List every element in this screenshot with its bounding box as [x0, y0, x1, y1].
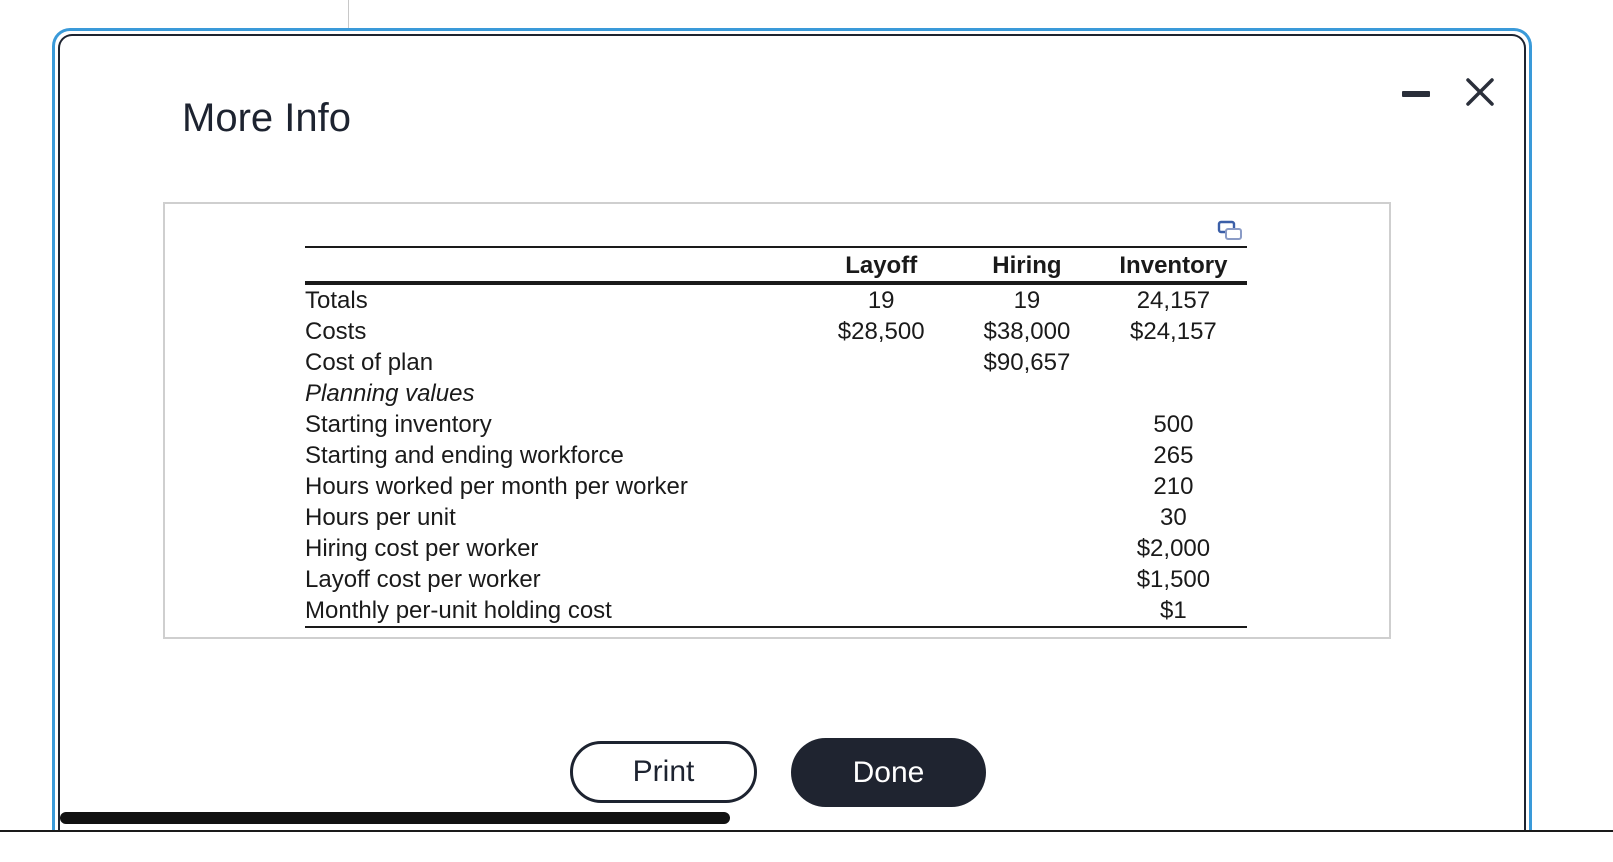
- cell-layoff: [808, 595, 954, 627]
- table-row: [305, 283, 1247, 316]
- cell-layoff: [808, 440, 954, 471]
- cell-hiring: [954, 440, 1100, 471]
- cell-layoff: [808, 347, 954, 378]
- close-icon[interactable]: [1460, 72, 1500, 112]
- print-button[interactable]: Print: [570, 741, 757, 803]
- row-label: Planning values: [305, 380, 475, 407]
- cell-hiring: [954, 564, 1100, 595]
- cell-inventory: 24,157: [1136, 287, 1211, 314]
- row-label: Cost of plan: [305, 349, 434, 376]
- cell-hiring: [954, 378, 1100, 409]
- cell-layoff: $28,500: [837, 318, 925, 345]
- cell-layoff: [808, 533, 954, 564]
- cell-layoff: [808, 378, 954, 409]
- row-label: Hours worked per month per worker: [305, 473, 688, 500]
- info-table-panel: [163, 202, 1391, 639]
- cell-inventory: 30: [1160, 504, 1187, 531]
- cell-layoff: [808, 471, 954, 502]
- row-label: Starting and ending workforce: [305, 442, 624, 469]
- row-label: Hours per unit: [305, 504, 456, 531]
- cell-layoff: [808, 564, 954, 595]
- cell-layoff: 19: [867, 287, 895, 314]
- cell-hiring: $38,000: [983, 318, 1071, 345]
- cell-inventory: 500: [1153, 411, 1194, 438]
- row-label: Starting inventory: [305, 411, 492, 438]
- cell-hiring: 19: [1013, 287, 1041, 314]
- copy-icon[interactable]: [1217, 220, 1243, 242]
- row-label: Monthly per-unit holding cost: [305, 595, 808, 627]
- cell-inventory: [1100, 378, 1247, 409]
- table-row: [305, 378, 1247, 409]
- cell-hiring: [954, 502, 1100, 533]
- cell-inventory: [1100, 347, 1247, 378]
- row-label: Hiring cost per worker: [305, 535, 539, 562]
- minimize-icon[interactable]: [1402, 88, 1430, 100]
- cell-inventory: $2,000: [1136, 535, 1211, 562]
- row-label: Layoff cost per worker: [305, 566, 541, 593]
- dialog-title: More Info: [182, 96, 351, 140]
- done-button[interactable]: Done: [791, 738, 986, 807]
- page-bottom-edge: [0, 830, 1613, 862]
- table-row: [305, 595, 1247, 627]
- horizontal-scrollbar[interactable]: [60, 812, 730, 824]
- row-label: Costs: [305, 318, 367, 345]
- cell-hiring: [954, 409, 1100, 440]
- cell-inventory: $1: [1100, 595, 1247, 627]
- planning-table: [305, 246, 1247, 628]
- cell-hiring: [954, 595, 1100, 627]
- table-row: [305, 347, 1247, 378]
- table-row: [305, 502, 1247, 533]
- cell-hiring: [954, 471, 1100, 502]
- table-header-row: [305, 247, 1247, 283]
- header-layoff: Layoff: [808, 247, 954, 283]
- table-row: [305, 316, 1247, 347]
- more-info-dialog: [52, 28, 1532, 862]
- cell-inventory: $24,157: [1130, 318, 1217, 345]
- table-row: [305, 471, 1247, 502]
- dialog-frame: [58, 34, 1526, 862]
- table-row: [305, 564, 1247, 595]
- table-row: [305, 409, 1247, 440]
- header-hiring: Hiring: [954, 247, 1100, 283]
- table-row: [305, 440, 1247, 471]
- row-label: Totals: [305, 287, 368, 314]
- cell-inventory: 265: [1153, 442, 1194, 469]
- header-inventory: Inventory: [1100, 247, 1247, 283]
- background-divider: [348, 0, 349, 28]
- cell-inventory: 210: [1153, 473, 1194, 500]
- table-row: [305, 533, 1247, 564]
- cell-hiring: $90,657: [983, 349, 1071, 376]
- cell-layoff: [808, 502, 954, 533]
- cell-inventory: $1,500: [1136, 566, 1211, 593]
- header-label: [305, 247, 808, 283]
- cell-layoff: [808, 409, 954, 440]
- cell-hiring: [954, 533, 1100, 564]
